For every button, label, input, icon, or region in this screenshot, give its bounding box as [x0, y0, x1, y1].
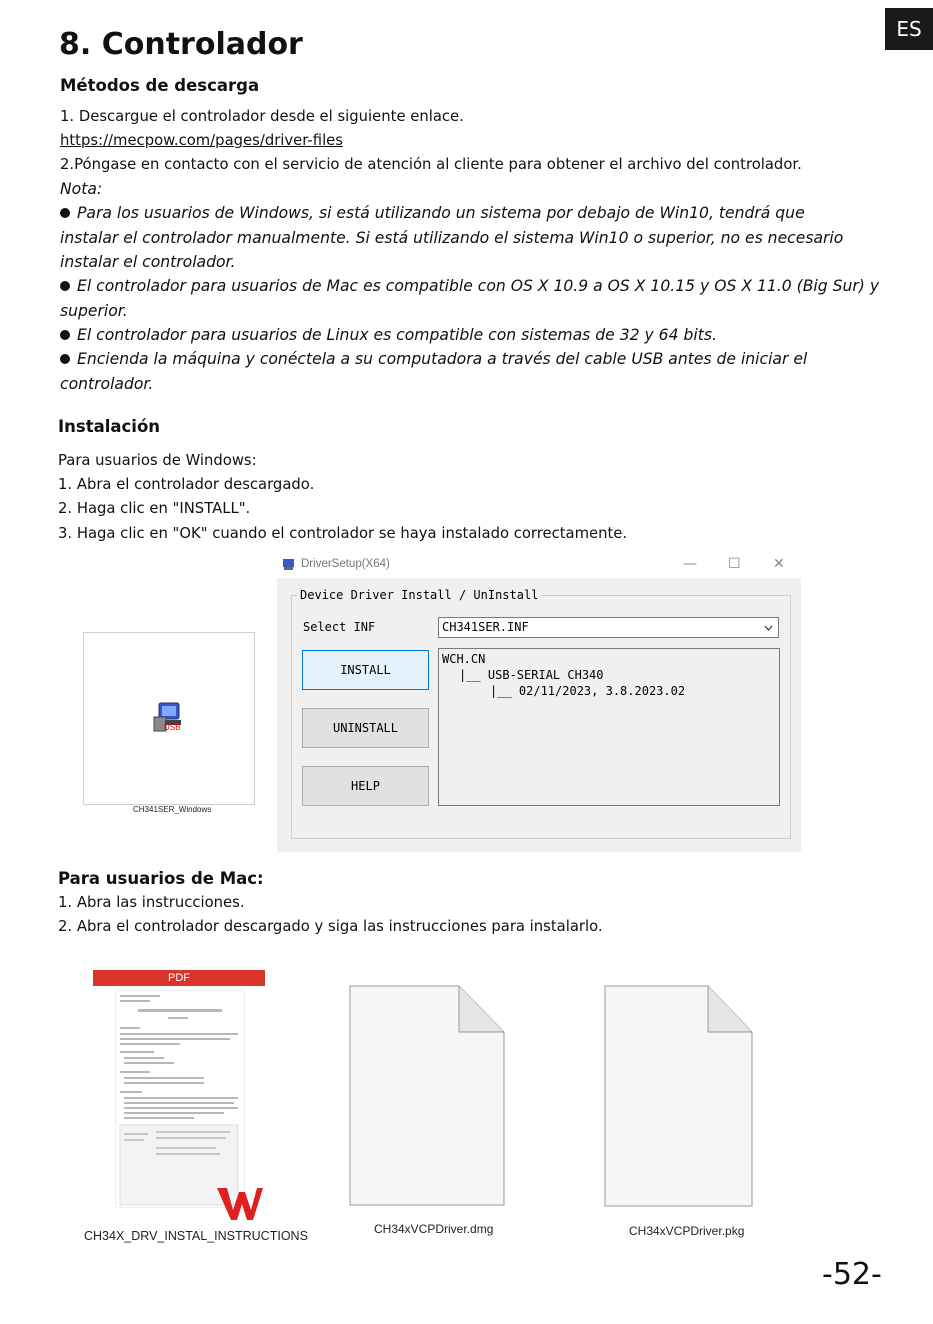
window-title: DriverSetup(X64)	[301, 558, 390, 570]
note-1-line-2: instalar el controlador manualmente. Si está utilizando el sistema Win10 o superior, no es necesario	[60, 229, 844, 247]
note-2: El controlador para usuarios de Mac es compatible con OS X 10.9 a OS X 10.15 y OS X 11.0 (Big Sur) y	[60, 277, 879, 295]
page-title: 8. Controlador	[59, 27, 303, 62]
windows-intro: Para usuarios de Windows:	[58, 452, 257, 469]
wps-logo-icon	[215, 1184, 265, 1224]
bullet-icon	[60, 281, 70, 291]
note-1: Para los usuarios de Windows, si está utilizando un sistema por debajo de Win10, tendrá que	[60, 204, 805, 222]
note-4: Encienda la máquina y conéctela a su computadora a través del cable USB antes de iniciar el	[60, 350, 807, 368]
install-heading: Instalación	[58, 417, 161, 436]
pdf-caption: CH34X_DRV_INSTAL_INSTRUCTIONS	[84, 1229, 308, 1243]
title-bar	[277, 552, 801, 578]
bullet-icon	[60, 354, 70, 364]
minimize-icon[interactable]: —	[683, 556, 697, 572]
pdf-badge: PDF	[93, 970, 265, 986]
app-icon	[282, 558, 295, 571]
dmg-file-icon[interactable]	[349, 985, 506, 1207]
windows-driver-file[interactable]	[83, 632, 255, 805]
info-version: |__ 02/11/2023, 3.8.2023.02	[490, 684, 686, 698]
group-label: Device Driver Install / UnInstall	[297, 588, 541, 602]
windows-step-3: 3. Haga clic en "OK" cuando el controlador se haya instalado correctamente.	[58, 525, 628, 542]
windows-file-caption: CH341SER_Windows	[133, 805, 212, 814]
usb-label: USB	[164, 723, 181, 732]
note-1-line-3: instalar el controlador.	[60, 253, 236, 271]
pdf-page-preview	[115, 990, 245, 1208]
language-tab: ES	[885, 8, 933, 50]
driver-link[interactable]: https://mecpow.com/pages/driver-files	[60, 132, 343, 149]
inf-select[interactable]	[438, 617, 779, 638]
methods-heading: Métodos de descarga	[60, 76, 260, 95]
page-number: -52-	[822, 1257, 882, 1292]
driver-info-box	[438, 648, 780, 806]
chevron-down-icon	[764, 625, 773, 631]
windows-step-2: 2. Haga clic en "INSTALL".	[58, 500, 251, 517]
bullet-icon	[60, 330, 70, 340]
note-2-line-2: superior.	[60, 302, 128, 320]
bullet-icon	[60, 208, 70, 218]
pdf-instructions-file[interactable]	[93, 970, 265, 1226]
method-step-2: 2.Póngase en contacto con el servicio de atención al cliente para obtener el archivo del controlador.	[60, 156, 802, 173]
method-step-1: 1. Descargue el controlador desde el siguiente enlace.	[60, 108, 464, 125]
close-icon[interactable]: ✕	[773, 556, 785, 572]
dmg-caption: CH34xVCPDriver.dmg	[374, 1222, 494, 1236]
info-vendor: WCH.CN	[442, 652, 486, 666]
select-inf-label: Select INF	[303, 620, 376, 634]
note-4-line-2: controlador.	[60, 375, 154, 393]
uninstall-button[interactable]: UNINSTALL	[302, 708, 429, 748]
mac-step-2: 2. Abra el controlador descargado y siga las instrucciones para instalarlo.	[58, 918, 603, 935]
pkg-caption: CH34xVCPDriver.pkg	[629, 1224, 745, 1238]
windows-step-1: 1. Abra el controlador descargado.	[58, 476, 315, 493]
note-label: Nota:	[60, 180, 103, 198]
pkg-file-icon[interactable]	[604, 985, 754, 1208]
help-button[interactable]: HELP	[302, 766, 429, 806]
mac-heading: Para usuarios de Mac:	[58, 869, 264, 888]
maximize-icon[interactable]: ☐	[728, 556, 741, 572]
info-device: |__ USB-SERIAL CH340	[459, 668, 604, 682]
install-button[interactable]: INSTALL	[302, 650, 429, 690]
driver-setup-window	[277, 552, 801, 852]
inf-select-value: CH341SER.INF	[442, 620, 529, 634]
note-3: El controlador para usuarios de Linux es compatible con sistemas de 32 y 64 bits.	[60, 326, 717, 344]
pdf-text-lines-icon	[116, 991, 244, 1207]
mac-step-1: 1. Abra las instrucciones.	[58, 894, 245, 911]
